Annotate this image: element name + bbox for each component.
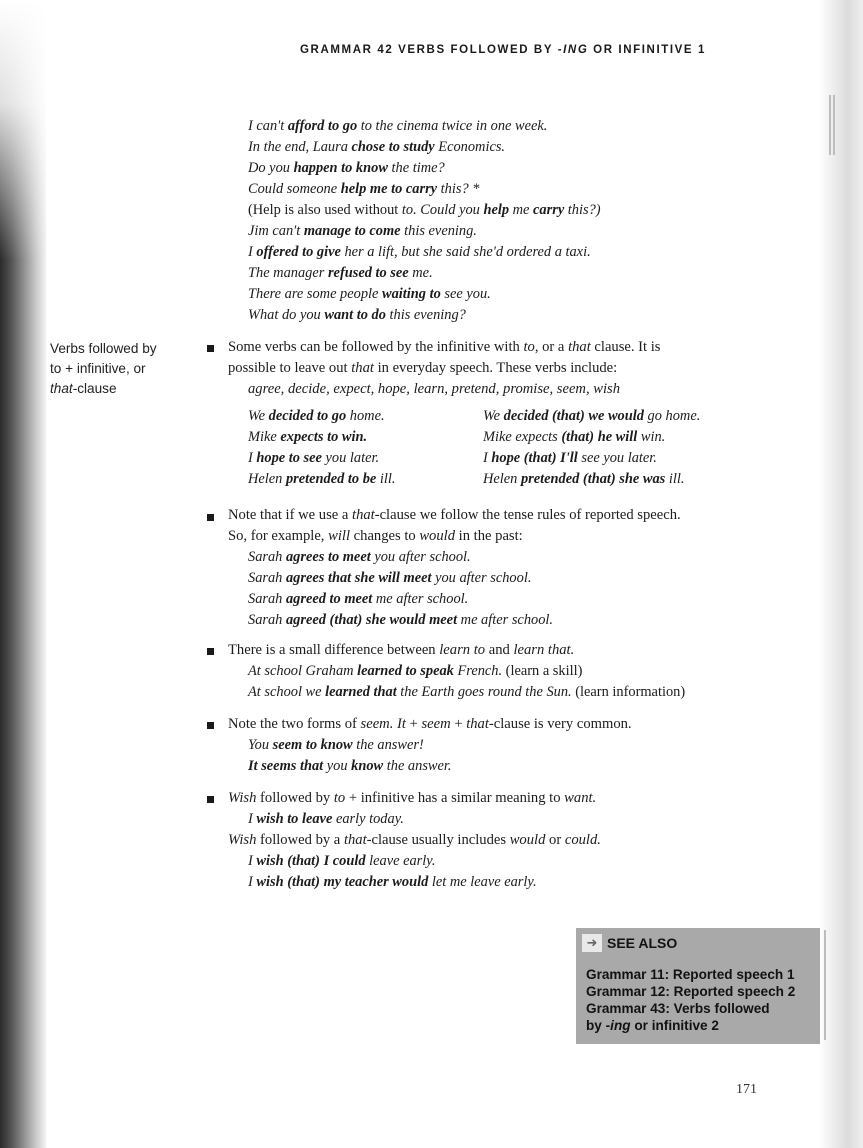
see-also-link[interactable]: Grammar 43: Verbs followed bbox=[586, 1001, 770, 1016]
example-line: Mike expects (that) he will win. bbox=[483, 429, 666, 445]
bullet-icon bbox=[207, 722, 214, 729]
section-5-text: Wish followed by to + infinitive has a similar meaning to want. I wish to leave early today. Wish followed by a that-clause usually includes would or could. I wish (that) I could leave early. I wish (that) my teacher would let me leave early. bbox=[228, 788, 601, 893]
example-line: I wish to leave early today. bbox=[248, 811, 404, 827]
bullet-icon bbox=[207, 796, 214, 803]
see-also-heading: ➜ SEE ALSO bbox=[582, 932, 677, 954]
example-line: At school we learned that the Earth goes round the Sun. (learn information) bbox=[248, 684, 686, 700]
see-also-link[interactable]: Grammar 12: Reported speech 2 bbox=[586, 984, 796, 999]
margin-note: Verbs followed by to + infinitive, or that-clause bbox=[50, 341, 157, 396]
bullet-icon bbox=[207, 514, 214, 521]
example-line: At school Graham learned to speak French. (learn a skill) bbox=[248, 663, 583, 679]
example-line: Helen pretended to be ill. bbox=[248, 471, 396, 487]
bullet-icon bbox=[207, 648, 214, 655]
see-also-link[interactable]: Grammar 11: Reported speech 1 bbox=[586, 967, 795, 982]
example-line: Helen pretended (that) she was ill. bbox=[483, 471, 685, 487]
example-line: Could someone help me to carry this? * bbox=[248, 181, 480, 197]
book-binding-shadow bbox=[0, 0, 46, 1148]
section-4-text: Note the two forms of seem. It + seem + that-clause is very common. You seem to know the answer! It seems that you know the answer. bbox=[228, 714, 632, 777]
bullet-icon bbox=[207, 345, 214, 352]
example-line: There are some people waiting to see you. bbox=[248, 286, 491, 302]
example-line: I offered to give her a lift, but she said she'd ordered a taxi. bbox=[248, 244, 591, 260]
example-line: Sarah agrees that she will meet you after school. bbox=[248, 570, 532, 586]
example-line: I wish (that) my teacher would let me leave early. bbox=[248, 874, 537, 890]
example-line: Sarah agreed to meet me after school. bbox=[248, 591, 469, 607]
see-also-list bbox=[586, 966, 826, 1034]
example-line: What do you want to do this evening? bbox=[248, 307, 466, 323]
example-line: I can't afford to go to the cinema twice in one week. bbox=[248, 118, 548, 134]
example-line: You seem to know the answer! bbox=[248, 737, 424, 753]
page-header: GRAMMAR 42 VERBS FOLLOWED BY -ING OR INFINITIVE 1 bbox=[300, 44, 706, 56]
examples-right-column bbox=[483, 406, 700, 490]
example-list-top bbox=[248, 116, 601, 326]
section-3-text: There is a small difference between learn to and learn that. At school Graham learned to speak French. (learn a skill) At school we learned that the Earth goes round the Sun. (learn information) bbox=[228, 640, 685, 703]
example-line: The manager refused to see me. bbox=[248, 265, 433, 281]
see-also-link-continued[interactable]: by -ing or infinitive 2 bbox=[586, 1018, 719, 1033]
example-line: Sarah agrees to meet you after school. bbox=[248, 549, 471, 565]
arrow-right-icon: ➜ bbox=[582, 934, 602, 952]
example-line: Mike expects to win. bbox=[248, 429, 368, 445]
section-1-text: Some verbs can be followed by the infinitive with to, or a that clause. It is possible to leave out that in everyday speech. These verbs include: agree, decide, expect, hope, learn, pretend, promise, seem, wish bbox=[228, 339, 661, 397]
page-number: 171 bbox=[736, 1082, 757, 1097]
example-line: We decided (that) we would go home. bbox=[483, 408, 701, 424]
example-line: Sarah agreed (that) she would meet me after school. bbox=[248, 612, 553, 628]
section-2-text: Note that if we use a that-clause we follow the tense rules of reported speech. So, for example, will changes to would in the past: Sarah agrees to meet you after school. Sarah agrees that she will meet you after school. Sarah agreed to meet me after school. Sarah agreed (that) she would meet me after school. bbox=[228, 505, 681, 631]
example-line: I hope (that) I'll see you later. bbox=[483, 450, 657, 466]
example-line: I hope to see you later. bbox=[248, 450, 380, 466]
example-line: It seems that you know the answer. bbox=[248, 758, 452, 774]
see-also-box bbox=[576, 928, 820, 1044]
example-line: We decided to go home. bbox=[248, 408, 385, 424]
examples-left-column bbox=[248, 406, 396, 490]
help-note-line: (Help is also used without to. Could you help me carry this?) bbox=[248, 202, 601, 218]
example-line: Do you happen to know the time? bbox=[248, 160, 445, 176]
example-line: I wish (that) I could leave early. bbox=[248, 853, 436, 869]
example-line: In the end, Laura chose to study Economics. bbox=[248, 139, 506, 155]
example-line: Jim can't manage to come this evening. bbox=[248, 223, 477, 239]
